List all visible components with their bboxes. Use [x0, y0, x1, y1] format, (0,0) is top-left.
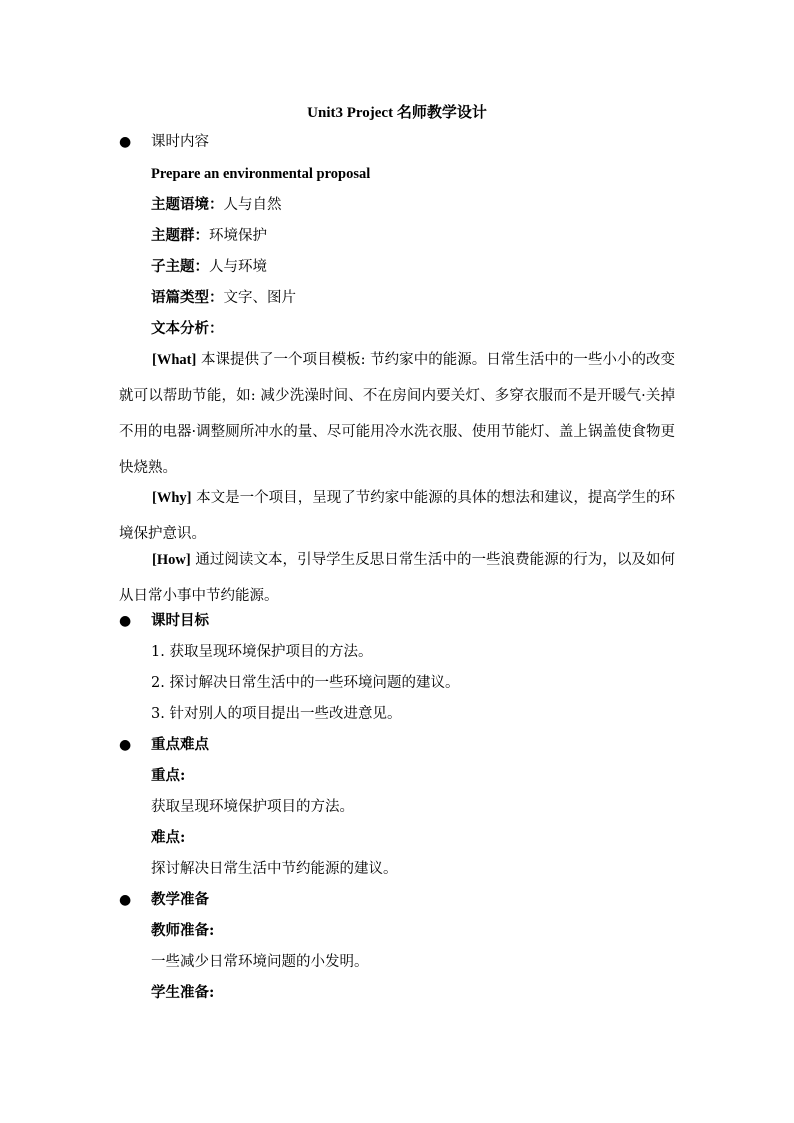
text-type-label: 语篇类型：: [151, 289, 224, 306]
section-heading-key-points: 重点难点: [151, 736, 209, 753]
theme-group-row: [151, 226, 267, 246]
what-paragraph: [119, 342, 675, 486]
teacher-prep-text: 一些减少日常环境问题的小发明。: [151, 954, 369, 970]
theme-group-label: 主题群：: [151, 227, 209, 244]
lesson-topic: Prepare an environmental proposal: [151, 166, 371, 182]
theme-context-row: [151, 195, 282, 215]
difficulty-label: 难点:: [151, 829, 186, 846]
bullet-icon: ●: [119, 737, 132, 753]
section-heading-preparation: 教学准备: [151, 891, 209, 908]
how-text: 通过阅读文本，引导学生反思日常生活中的一些浪费能源的行为，以及如何从日常小事中节约能源。: [119, 552, 675, 604]
bullet-icon: ●: [119, 892, 132, 908]
goal-item: 2. 探讨解决日常生活中的一些环境问题的建议。: [151, 675, 460, 691]
key-point-text: 获取呈现环境保护项目的方法。: [151, 799, 354, 815]
subtopic-row: [151, 257, 267, 277]
difficulty-text: 探讨解决日常生活中节约能源的建议。: [151, 861, 398, 877]
key-point-label: 重点:: [151, 767, 186, 784]
what-text: 本课提供了一个项目模板: 节约家中的能源。日常生活中的一些小小的改变就可以帮助节能，如: 减少洗澡时间、不在房间内要关灯、多穿衣服而不是开暖气·关掉不用的电器·调整厕所冲水的量、尽可能用冷水洗衣服、使用节能灯、盖上锅盖使食物更快烧熟。: [119, 352, 675, 476]
how-tag: [How]: [152, 552, 191, 568]
theme-group-value: 环境保护: [209, 228, 267, 244]
subtopic-label: 子主题：: [151, 258, 209, 275]
subtopic-value: 人与环境: [209, 259, 267, 275]
what-tag: [What]: [152, 352, 197, 368]
student-prep-label: 学生准备:: [151, 984, 215, 1001]
bullet-icon: ●: [119, 613, 132, 629]
document-title: Unit3 Project 名师教学设计: [307, 105, 487, 121]
how-paragraph: [119, 542, 675, 614]
goal-item: 3. 针对别人的项目提出一些改进意见。: [151, 706, 402, 722]
text-type-value: 文字、图片: [223, 290, 296, 306]
section-heading-lesson-content: 课时内容: [151, 134, 209, 150]
theme-context-label: 主题语境：: [151, 196, 224, 213]
text-analysis-label: 文本分析：: [151, 320, 224, 337]
text-type-row: [151, 288, 296, 308]
why-tag: [Why]: [152, 490, 192, 506]
why-text: 本文是一个项目，呈现了节约家中能源的具体的想法和建议，提高学生的环境保护意识。: [119, 490, 675, 542]
section-heading-goals: 课时目标: [151, 612, 209, 629]
goal-item: 1. 获取呈现环境保护项目的方法。: [151, 644, 373, 660]
theme-context-value: 人与自然: [223, 197, 282, 213]
teacher-prep-label: 教师准备:: [151, 922, 215, 939]
bullet-icon: ●: [119, 134, 132, 150]
